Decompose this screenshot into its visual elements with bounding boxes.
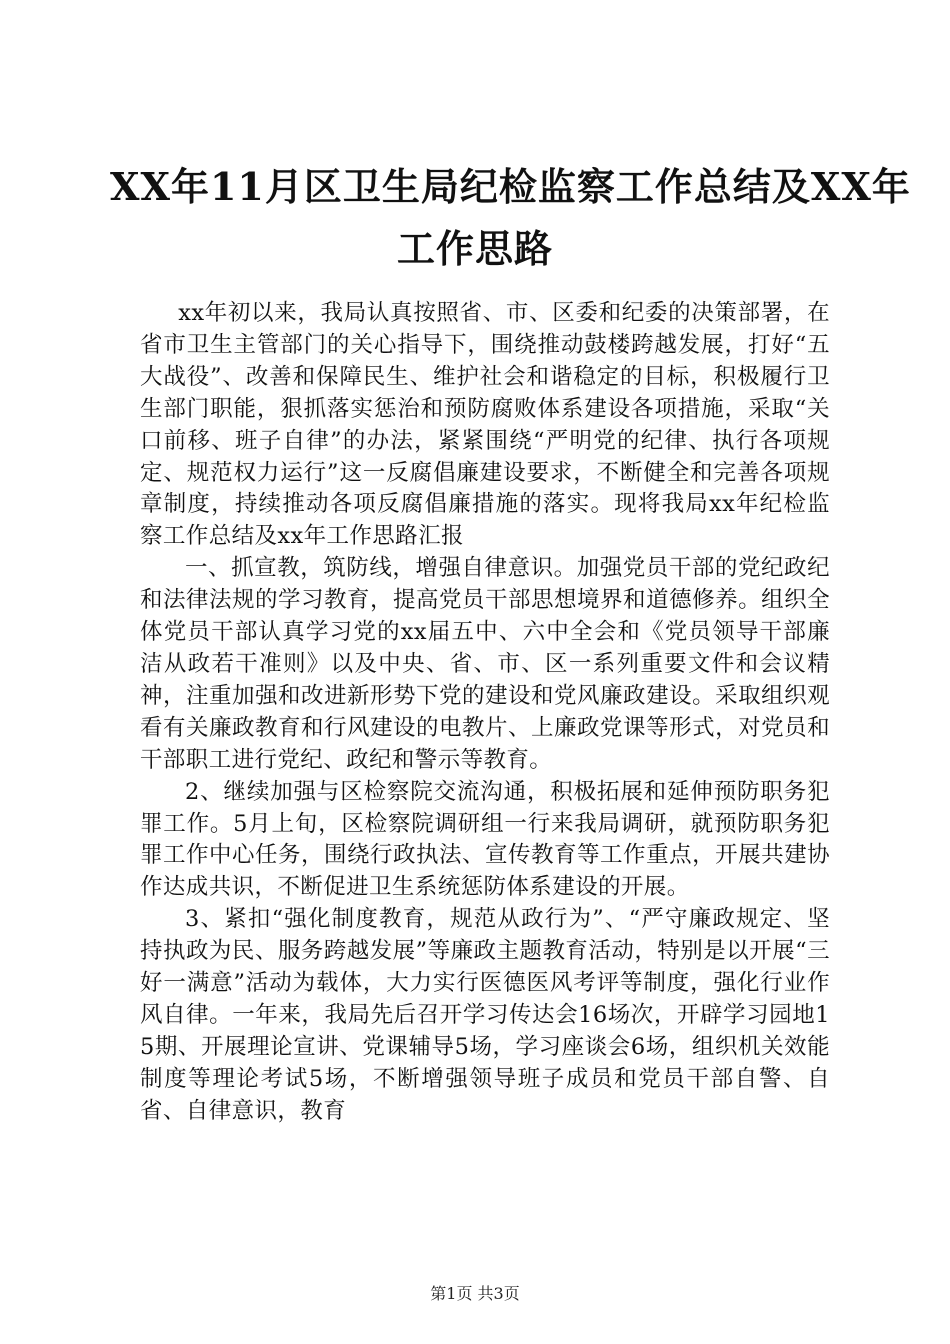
paragraph-item-3: 3、紧扣“强化制度教育，规范从政行为”、“严守廉政规定、坚持执政为民、服务跨越发展”等廉政主题教育活动，特别是以开展“三好一满意”活动为载体，大力实行医德医风考评等制度，强化行业作风自律。一年来，我局先后召开学习传达会16场次，开辟学习园地15期、开展理论宣讲、党课辅导5场，学习座谈会6场，组织机关效能制度等理论考试5场，不断增强领导班子成员和党员干部自警、自省、自律意识，教育 — [140, 906, 830, 1124]
paragraph-intro: xx年初以来，我局认真按照省、市、区委和纪委的决策部署，在省市卫生主管部门的关心指导下，围绕推动鼓楼跨越发展，打好“五大战役”、改善和保障民生、维护社会和谐稳定的目标，积极履行卫生部门职能，狠抓落实惩治和预防腐败体系建设各项措施，采取“关口前移、班子自律”的办法，紧紧围绕“严明党的纪律、执行各项规定、规范权力运行”这一反腐倡廉建设要求，不断健全和完善各项规章制度，持续推动各项反腐倡廉措施的落实。现将我局xx年纪检监察工作总结及xx年工作思路汇报 — [140, 300, 830, 550]
paragraph-section-1: 一、抓宣教，筑防线，增强自律意识。加强党员干部的党纪政纪和法律法规的学习教育，提高党员干部思想境界和道德修养。组织全体党员干部认真学习党的xx届五中、六中全会和《党员领导干部廉洁从政若干准则》以及中央、省、市、区一系列重要文件和会议精神，注重加强和改进新形势下党的建设和党风廉政建设。采取组织观看有关廉政教育和行风建设的电教片、上廉政党课等形式，对党员和干部职工进行党纪、政纪和警示等教育。 — [140, 555, 830, 773]
title-line-2: 工作思路 — [396, 226, 553, 271]
paragraph-item-2: 2、继续加强与区检察院交流沟通，积极拓展和延伸预防职务犯罪工作。5月上旬，区检察院调研组一行来我局调研，就预防职务犯罪工作中心任务，围绕行政执法、宣传教育等工作重点，开展共建协作达成共识，不断促进卫生系统惩防体系建设的开展。 — [140, 778, 830, 901]
page-number-footer: 第1页 共3页 — [430, 1284, 520, 1303]
title-line-1: XX年11月区卫生局纪检监察工作总结及XX年 — [110, 164, 911, 209]
document-title — [110, 156, 911, 280]
document-body — [140, 298, 830, 1128]
